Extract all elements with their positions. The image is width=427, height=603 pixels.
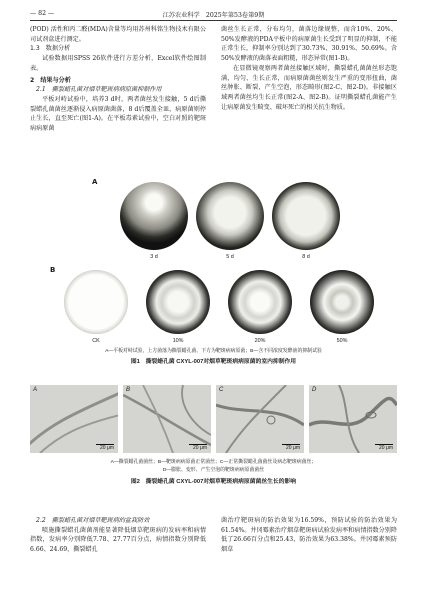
figure-1-panel-b-label: B — [50, 266, 56, 274]
treatment-label: CK — [92, 338, 100, 344]
paragraph: 试验数据用SPSS 26软件进行方差分析，Excel软件绘图制表。 — [30, 55, 206, 72]
micrograph-d — [309, 385, 397, 453]
paragraph: (POD) 活性和丙二醛(MDA)含量等均用苏州科铭生物技术有限公司试剂盒进行测定。 — [30, 26, 206, 43]
petri-dish-ck — [64, 270, 128, 334]
section-heading-2: 2 结果与分析 — [30, 76, 71, 84]
hyphae-image — [216, 385, 304, 453]
micrograph-a — [30, 385, 118, 453]
petri-dish-10pct — [146, 270, 210, 334]
journal-title: 江苏农业科学 2025年第53卷第9期 — [162, 12, 265, 19]
petri-dish-50pct — [310, 270, 374, 334]
panel-label: C — [219, 387, 224, 393]
paragraph: 喷施撕裂蜡孔菌菌剂能显著降低烟草靶斑病的发病率和病情指数，发病率分别降低7.78、27.77百分点，病情指数分别降低6.66、24.69，撕裂蜡孔 — [30, 526, 206, 554]
micrograph-b — [123, 385, 211, 453]
day-label: 5 d — [226, 254, 234, 260]
inline-heading: 平板对峙试验 — [42, 95, 80, 103]
day-label: 8 d — [302, 254, 310, 260]
figure-2-legend-line-2: D—膨胀、变形、产生空泡的靶斑病病原菌菌丝 — [162, 468, 265, 473]
figure-1-legend: A—平板对峙试验，上方菌落为撕裂蜡孔菌、下方为靶斑病病原菌；B—含不同浓度发酵液的抑制试验 — [105, 349, 322, 354]
scale-bar-label: 20 μm — [193, 445, 207, 451]
treatment-label: 50% — [336, 338, 348, 344]
panel-label: B — [126, 387, 131, 393]
section-heading-2-2: 2.2 撕裂蜡孔菌对烟草靶斑病的盆栽防效 — [36, 517, 150, 524]
paragraph: 在显微镜观察两者菌丝接触区域时，撕裂蜡孔菌菌丝形态饱满，均匀、生长正常，而病原菌菌丝则发生严重的变形扭曲，菌丝肿胀、断裂，产生空泡，形态畸形(图2-C、图2-D)。非接触区域两者菌丝均生长正常(图2-A、图2-B)。证明撕裂蜡孔菌能产生让病原菌发生畸变、破坏死亡的相关抗生物质。 — [221, 64, 397, 111]
paragraph — [30, 95, 206, 134]
scale-bar-label: 20 μm — [379, 445, 393, 451]
section-heading-1-3: 1.3 数据分析 — [30, 45, 71, 53]
petri-dish-3d — [120, 182, 188, 250]
right-column-top — [221, 25, 397, 112]
header-rule — [30, 20, 397, 21]
figure-2 — [30, 385, 397, 513]
petri-dish-8d — [272, 182, 340, 250]
section-heading-2-1: 2.1 撕裂蜡孔菌对烟草靶斑病病原菌抑制作用 — [36, 86, 162, 94]
figure-2-legend-line-1: A—撕裂蜡孔菌菌丝；B—靶斑病病原菌正常菌丝；C—正常撕裂蜡孔菌菌丝及病态靶斑病菌丝； — [110, 460, 317, 465]
scale-bar-label: 20 μm — [100, 445, 114, 451]
running-header — [30, 8, 397, 20]
panel-label: D — [312, 387, 317, 393]
hyphae-image — [30, 385, 118, 453]
figure-2-caption: 图2 撕裂蜡孔菌 CXYL-007对烟草靶斑病病原菌菌丝生长的影响 — [130, 479, 297, 485]
day-label: 3 d — [150, 254, 158, 260]
treatment-label: 20% — [254, 338, 266, 344]
left-column-top — [30, 25, 206, 134]
paragraph-text: 中，培养3 d时，两者菌丝发生接触，5 d后撕裂蜡孔菌菌丝逐渐侵入病原菌菌落，8 d后覆盖全皿，病原菌则停止生长，直至死亡(图1-A)。在平板毒素试验中，空白对照的靶斑病病原菌 — [30, 95, 207, 133]
scale-bar-label: 20 μm — [286, 445, 300, 451]
right-column-bottom — [221, 516, 397, 555]
paragraph: 菌丝生长正常，分布均匀，菌落边缘规整，而含10%、20%、50%发酵液的PDA平板中的病原菌生长受到了明显的抑制，不能正常生长，抑制率分别达到了30.73%、30.91%、50.69%。含50%发酵液的菌落表面粗糙，形态异常(图1-B)。 — [221, 26, 397, 63]
page-number: — 82 — — [30, 10, 55, 17]
treatment-label: 10% — [172, 338, 184, 344]
petri-dish-5d — [196, 182, 264, 250]
hyphae-image — [123, 385, 211, 453]
hyphae-image — [309, 385, 397, 453]
panel-label: A — [33, 387, 38, 393]
micrograph-c — [216, 385, 304, 453]
left-column-bottom — [30, 516, 206, 555]
petri-dish-20pct — [228, 270, 292, 334]
figure-1 — [30, 178, 397, 378]
paragraph: 菌治疗靶斑病的防治效果为16.59%，预防试验的防治效果为61.54%。井冈霉素治疗烟草靶斑病试验发病率和病情指数分别降低了26.66百分点和25.43，防治效果为63.38%。井冈霉素预防烟草 — [221, 517, 397, 554]
figure-1-caption: 图1 撕裂蜡孔菌 CXYL-007对烟草靶斑病病原菌的室内抑制作用 — [130, 359, 297, 365]
figure-1-panel-a-label: A — [92, 178, 98, 186]
